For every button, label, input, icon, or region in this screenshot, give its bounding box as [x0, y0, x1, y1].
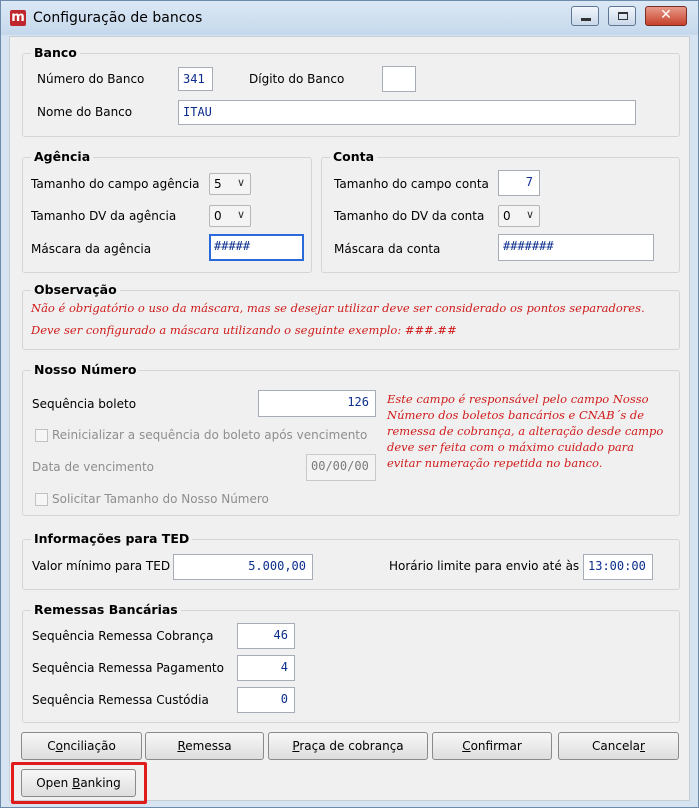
observacao-group: [22, 282, 680, 350]
numero-banco-label: Número do Banco: [37, 72, 145, 86]
note-line: deve ser feita com o máximo cuidado para: [387, 440, 635, 454]
open-banking-button[interactable]: [21, 769, 136, 797]
window-title: Configuração de bancos: [33, 10, 203, 26]
valor-minimo-input[interactable]: 5.000,00: [173, 554, 313, 580]
chevron-down-icon: ∨: [236, 176, 245, 189]
app-logo-icon: m: [11, 10, 25, 25]
remessa-cobranca-label: Sequência Remessa Cobrança: [32, 629, 214, 643]
conta-legend: Conta: [330, 149, 377, 164]
maximize-icon: [618, 12, 628, 20]
dv-conta-select[interactable]: [498, 205, 540, 227]
maximize-button[interactable]: [608, 6, 636, 26]
title-bar[interactable]: [1, 1, 698, 35]
dv-conta-value: 0: [503, 209, 511, 223]
remessa-custodia-input[interactable]: 0: [237, 687, 295, 713]
mascara-conta-label: Máscara da conta: [334, 242, 441, 256]
numero-banco-input[interactable]: 341: [178, 67, 213, 91]
button-accelerator: R: [177, 739, 186, 753]
remessa-cobranca-input[interactable]: 46: [237, 623, 295, 649]
tamanho-agencia-value: 5: [214, 177, 222, 191]
sequencia-boleto-input[interactable]: 126: [258, 390, 376, 417]
mascara-agencia-input[interactable]: #####: [209, 234, 304, 261]
button-label: C: [47, 739, 56, 753]
button-label: anking: [80, 776, 121, 790]
nome-banco-input[interactable]: ITAU: [178, 100, 636, 125]
remessa-button[interactable]: [145, 732, 264, 760]
confirmar-button[interactable]: [432, 732, 552, 760]
button-label: Open: [36, 776, 73, 790]
close-button[interactable]: [645, 6, 687, 26]
observacao-legend: Observação: [31, 282, 120, 297]
ted-group: [22, 531, 680, 590]
dv-agencia-value: 0: [214, 209, 222, 223]
horario-limite-input[interactable]: 13:00:00: [583, 554, 653, 580]
nosso-numero-legend: Nosso Número: [31, 362, 139, 377]
observacao-line-1: Não é obrigatório o uso da máscara, mas se desejar utilizar deve ser considerado os pontos separadores.: [31, 301, 645, 315]
note-line: Este campo é responsável pelo campo Nosso: [387, 392, 649, 406]
mascara-conta-input[interactable]: #######: [498, 234, 654, 261]
button-label: emessa: [185, 739, 232, 753]
remessas-legend: Remessas Bancárias: [31, 602, 181, 617]
note-line: remessa de cobrança, a alteração desde campo: [387, 424, 664, 438]
data-vencimento-label: Data de vencimento: [32, 460, 155, 474]
note-line: evitar numeração repetida no banco.: [387, 456, 603, 470]
remessa-pagamento-input[interactable]: 4: [237, 655, 295, 681]
conciliacao-button[interactable]: [21, 732, 142, 760]
mascara-agencia-label: Máscara da agência: [31, 242, 152, 256]
button-accelerator: r: [640, 739, 645, 753]
agencia-legend: Agência: [31, 149, 93, 164]
close-icon: ✕: [660, 7, 672, 23]
button-accelerator: P: [292, 739, 300, 753]
button-accelerator: B: [72, 776, 81, 790]
data-vencimento-input[interactable]: 00/00/00: [306, 454, 376, 481]
button-label: Cancela: [592, 739, 641, 753]
digito-banco-label: Dígito do Banco: [249, 72, 345, 86]
dv-agencia-label: Tamanho DV da agência: [31, 209, 177, 223]
tamanho-agencia-label: Tamanho do campo agência: [31, 177, 200, 191]
tamanho-conta-label: Tamanho do campo conta: [334, 177, 489, 191]
nosso-numero-note: [387, 391, 677, 471]
observacao-line-2: Deve ser configurado a máscara utilizando o seguinte exemplo: ###.##: [31, 323, 457, 337]
solicitar-tamanho-label: Solicitar Tamanho do Nosso Número: [52, 492, 269, 506]
minimize-icon: [581, 18, 591, 21]
conta-group: [321, 149, 680, 273]
note-line: Número dos boletos bancários e CNAB´s de: [387, 408, 645, 422]
banco-legend: Banco: [31, 45, 80, 60]
nosso-numero-group: [22, 362, 680, 516]
tamanho-agencia-select[interactable]: [209, 173, 251, 195]
ted-legend: Informações para TED: [31, 531, 192, 546]
reinicializar-label: Reinicializar a sequência do boleto após vencimento: [52, 428, 368, 442]
button-label: raça de cobrança: [299, 739, 404, 753]
digito-banco-input[interactable]: [382, 66, 416, 92]
banco-group: [22, 45, 680, 137]
tamanho-conta-input[interactable]: 7: [498, 170, 540, 196]
button-label: nciliação: [62, 739, 116, 753]
horario-limite-label: Horário limite para envio até às: [389, 559, 580, 573]
button-label: onfirmar: [470, 739, 522, 753]
button-accelerator: C: [462, 739, 471, 753]
agencia-group: [22, 149, 312, 273]
dv-agencia-select[interactable]: [209, 205, 251, 227]
remessa-pagamento-label: Sequência Remessa Pagamento: [32, 661, 224, 675]
minimize-button[interactable]: [571, 6, 599, 26]
chevron-down-icon: ∨: [236, 208, 245, 221]
cancelar-button[interactable]: [558, 732, 679, 760]
remessa-custodia-label: Sequência Remessa Custódia: [32, 693, 209, 707]
remessas-group: [22, 602, 680, 723]
dialog-body: [9, 36, 690, 801]
button-accelerator: o: [55, 739, 63, 753]
solicitar-tamanho-checkbox[interactable]: [35, 493, 48, 506]
nome-banco-label: Nome do Banco: [37, 105, 133, 119]
sequencia-boleto-label: Sequência boleto: [32, 397, 137, 411]
reinicializar-checkbox[interactable]: [35, 429, 48, 442]
praca-cobranca-button[interactable]: [268, 732, 428, 760]
chevron-down-icon: ∨: [525, 208, 534, 221]
dv-conta-label: Tamanho do DV da conta: [334, 209, 485, 223]
valor-minimo-label: Valor mínimo para TED: [32, 559, 171, 573]
